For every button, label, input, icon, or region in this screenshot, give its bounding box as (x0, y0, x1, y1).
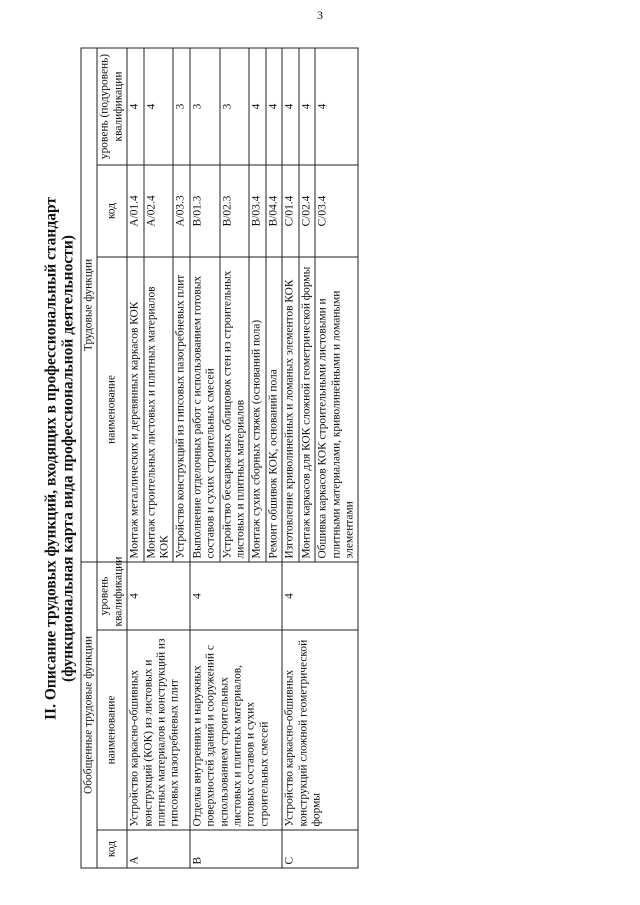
function-code: C/03.4 (315, 165, 358, 257)
header-gen-level: уровень квалификации (97, 562, 127, 630)
function-name: Выполнение отделочных работ с использованием готовых составов и сухих строительных смесей (190, 257, 220, 562)
function-code: C/01.4 (282, 165, 298, 257)
function-level: 4 (127, 48, 143, 165)
page-number: 3 (317, 8, 323, 22)
function-code: A/02.4 (144, 165, 174, 257)
rotated-content (43, 49, 598, 869)
function-level: 4 (315, 48, 358, 165)
page-title: II. Описание трудовых функций, входящих в профессиональный стандарт (42, 197, 60, 720)
function-name: Устройство конструкций из гипсовых пазогребневых плит (173, 257, 189, 562)
header-fn-name: наименование (97, 257, 127, 562)
function-code: B/02.3 (220, 165, 250, 257)
function-level: 4 (266, 48, 282, 165)
group-code: А (127, 830, 190, 868)
function-code: A/03.3 (173, 165, 189, 257)
function-name: Монтаж строительных листовых и плитных материалов КОК (144, 257, 174, 562)
table-row (127, 48, 143, 868)
group-name: Устройство каркасно-обшивных конструкций сложной геометрической формы (282, 630, 358, 830)
function-code: B/04.4 (266, 165, 282, 257)
function-level: 3 (220, 48, 250, 165)
header-row-2 (97, 48, 127, 868)
header-gen-name: наименование (97, 630, 127, 830)
function-code: B/01.3 (190, 165, 220, 257)
function-code: A/01.4 (127, 165, 143, 257)
group-code: С (282, 830, 358, 868)
function-name: Устройство бескаркасных облицовок стен из строительных листовых и плитных материалов (220, 257, 250, 562)
function-name: Ремонт обшивок КОК, оснований пола (266, 257, 282, 562)
function-name: Изготовление криволинейных и ломаных элементов КОК (282, 257, 298, 562)
function-level: 3 (173, 48, 189, 165)
function-level: 4 (249, 48, 265, 165)
group-level: 4 (282, 562, 358, 630)
function-level: 4 (282, 48, 298, 165)
function-name: Монтаж металлических и деревянных каркасов КОК (127, 257, 143, 562)
heading-block (43, 49, 77, 869)
header-fn-code: код (97, 165, 127, 257)
header-gen-code: код (97, 830, 127, 868)
group-level: 4 (127, 562, 190, 630)
function-level: 4 (299, 48, 315, 165)
function-level: 4 (144, 48, 174, 165)
header-row-1 (81, 48, 97, 868)
table-row (190, 48, 220, 868)
page-subtitle: (функциональная карта вида профессиональной деятельности) (59, 235, 77, 682)
table-row (282, 48, 298, 868)
group-name: Устройство каркасно-обшивных конструкций (КОК) из листовых и плитных материалов и конструкций из гипсовых пазогребневых плит (127, 630, 190, 830)
function-name: Монтаж каркасов для КОК сложной геометрической формы (299, 257, 315, 562)
function-code: B/03.4 (249, 165, 265, 257)
group-name: Отделка внутренних и наружных поверхностей зданий и сооружений с использованием строительных листовых и плитных материалов, готовых составов и сухих строительных смесей (190, 630, 282, 830)
group-level: 4 (190, 562, 282, 630)
function-name: Монтаж сухих сборных стяжек (оснований пола) (249, 257, 265, 562)
header-fn-level: уровень (подуровень) квалификации (97, 48, 127, 165)
function-name: Обшивка каркасов КОК строительными листовыми и плитными материалами, криволинейными и ломаными элементами (315, 257, 358, 562)
header-generalized: Обобщенные трудовые функции (81, 562, 97, 868)
function-code: C/02.4 (299, 165, 315, 257)
function-level: 3 (190, 48, 220, 165)
functional-map-table (81, 47, 359, 868)
header-functions: Трудовые функции (81, 48, 97, 562)
group-code: В (190, 830, 282, 868)
